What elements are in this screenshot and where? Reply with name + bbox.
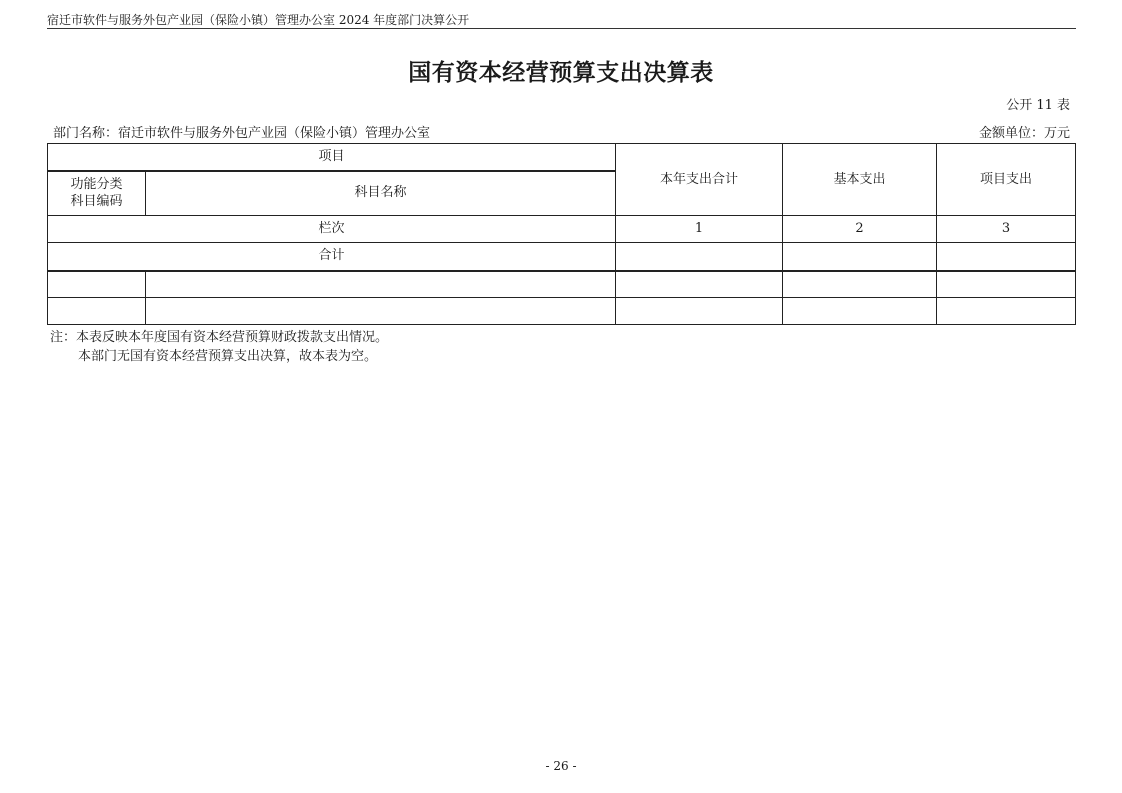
empty-cell bbox=[146, 298, 616, 325]
note-line-1: 注：本表反映本年度国有资本经营预算财政拨款支出情况。 bbox=[50, 330, 389, 345]
empty-cell bbox=[937, 271, 1076, 298]
col-project-header: 项目支出 bbox=[937, 144, 1076, 216]
total-value-cell bbox=[616, 243, 783, 271]
func-code-line2: 科目编码 bbox=[70, 194, 123, 210]
header-item: 项目 bbox=[48, 144, 616, 171]
table-notes bbox=[50, 328, 388, 366]
index-1: 1 bbox=[616, 216, 783, 243]
empty-cell bbox=[48, 271, 146, 298]
col-basic-header: 基本支出 bbox=[783, 144, 937, 216]
empty-cell bbox=[783, 271, 937, 298]
department-label: 部门名称：宿迁市软件与服务外包产业园（保险小镇）管理办公室 bbox=[53, 126, 431, 141]
empty-cell bbox=[48, 298, 146, 325]
page-number: - 26 - bbox=[545, 759, 577, 773]
row-index-label: 栏次 bbox=[48, 216, 616, 243]
header-divider bbox=[47, 28, 1076, 29]
unit-label: 金额单位：万元 bbox=[978, 126, 1070, 141]
index-3: 3 bbox=[937, 216, 1076, 243]
expenditure-table bbox=[47, 143, 1076, 325]
project-value-cell bbox=[937, 243, 1076, 271]
running-header: 宿迁市软件与服务外包产业园（保险小镇）管理办公室 2024 年度部门决算公开 bbox=[47, 13, 470, 27]
func-code-header bbox=[48, 171, 146, 216]
basic-value-cell bbox=[783, 243, 937, 271]
empty-cell bbox=[146, 271, 616, 298]
empty-cell bbox=[783, 298, 937, 325]
note-line-2: 本部门无国有资本经营预算支出决算，故本表为空。 bbox=[78, 349, 378, 364]
empty-cell bbox=[616, 298, 783, 325]
empty-cell bbox=[616, 271, 783, 298]
page-title: 国有资本经营预算支出决算表 bbox=[408, 60, 714, 86]
form-number: 公开 11 表 bbox=[1006, 98, 1070, 113]
row-total-label: 合计 bbox=[48, 243, 616, 271]
func-code-line1: 功能分类 bbox=[70, 176, 123, 192]
empty-cell bbox=[937, 298, 1076, 325]
index-2: 2 bbox=[783, 216, 937, 243]
col-total-header: 本年支出合计 bbox=[616, 144, 783, 216]
subject-name-header: 科目名称 bbox=[146, 171, 616, 216]
